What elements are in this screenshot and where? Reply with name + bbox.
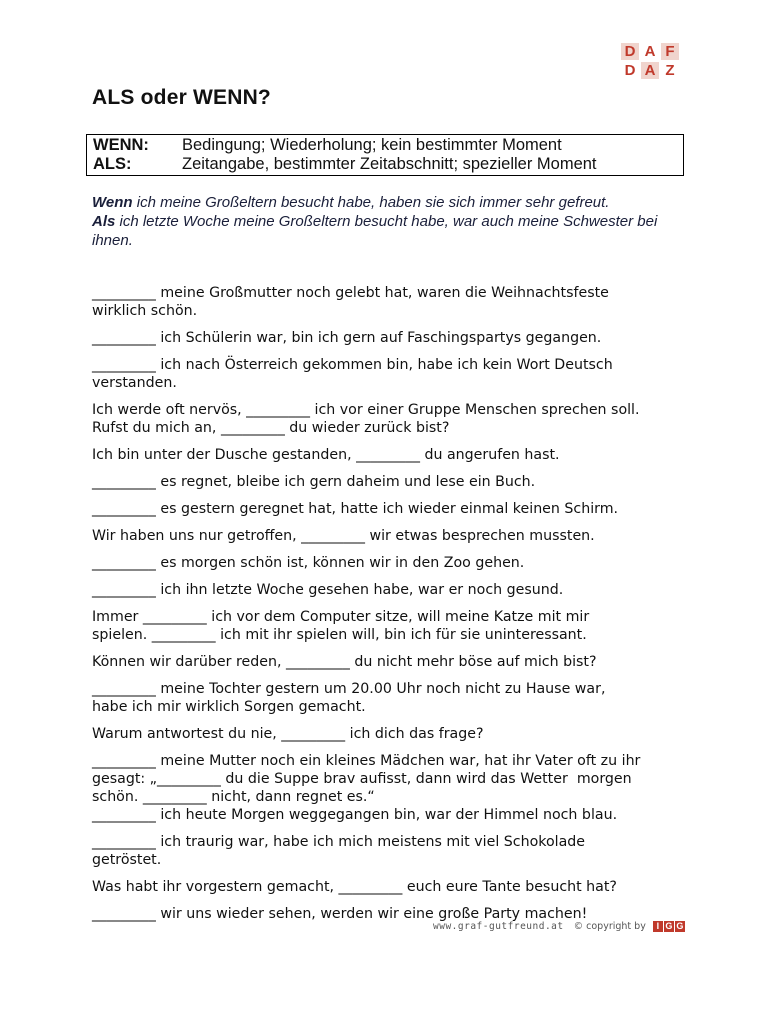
definition-row-als — [93, 155, 677, 174]
exercise-item: _________ wir uns wieder sehen, werden wir eine große Party machen! — [92, 906, 588, 922]
example-keyword: Als — [92, 213, 116, 230]
definition-term: WENN: — [93, 136, 149, 154]
exercise-item: _________ ich Schülerin war, bin ich gern auf Faschingspartys gegangen. — [92, 330, 602, 346]
exercise-list — [92, 284, 692, 932]
footer-url: www.graf-gutfreund.at — [433, 921, 564, 932]
dafdaz-logo — [621, 43, 679, 79]
example-text: ich meine Großeltern besucht habe, haben sie sich immer sehr gefreut. — [132, 194, 610, 211]
exercise-item: Ich bin unter der Dusche gestanden, _________ du angerufen hast. — [92, 447, 560, 463]
example-sentence-als — [92, 212, 692, 250]
logo-letter: D — [624, 62, 636, 79]
exercise-item: _________ meine Großmutter noch gelebt hat, waren die Weihnachtsfeste wirklich schön. — [92, 285, 609, 319]
exercise-item: _________ es gestern geregnet hat, hatte ich wieder einmal keinen Schirm. — [92, 501, 619, 517]
copyright-text: © copyright by — [573, 921, 646, 932]
exercise-item: Warum antwortest du nie, _________ ich dich das frage? — [92, 726, 484, 742]
igg-logo — [653, 921, 685, 932]
definition-text: Bedingung; Wiederholung; kein bestimmter Moment — [182, 136, 562, 154]
logo-letter: A — [641, 62, 659, 79]
exercise-item: Wir haben uns nur getroffen, _________ wir etwas besprechen mussten. — [92, 528, 595, 544]
igg-letter: G — [665, 921, 673, 931]
logo-letter: A — [644, 43, 656, 60]
definition-text: Zeitangabe, bestimmter Zeitabschnitt; spezieller Moment — [182, 155, 597, 173]
igg-letter: G — [676, 921, 684, 931]
exercise-item: Was habt ihr vorgestern gemacht, _________ euch eure Tante besucht hat? — [92, 879, 617, 895]
example-sentences — [92, 193, 692, 250]
footer-copyright — [574, 921, 685, 932]
definition-row-wenn — [93, 136, 677, 155]
logo-letter: D — [621, 43, 639, 60]
page-title: ALS oder WENN? — [92, 86, 271, 109]
exercise-item: Können wir darüber reden, _________ du nicht mehr böse auf mich bist? — [92, 654, 597, 670]
definition-term: ALS: — [93, 155, 132, 173]
exercise-item: Immer _________ ich vor dem Computer sitze, will meine Katze mit mir spielen. _________ ich mit ihr spielen will, bin ich für sie uninteressant. — [92, 609, 590, 643]
exercise-item: Ich werde oft nervös, _________ ich vor einer Gruppe Menschen sprechen soll. Rufst du mich an, _________ du wieder zurück bist? — [92, 402, 640, 436]
definition-box — [86, 134, 684, 176]
exercise-item: _________ es morgen schön ist, können wir in den Zoo gehen. — [92, 555, 525, 571]
footer — [433, 921, 685, 932]
exercise-item: _________ ich traurig war, habe ich mich meistens mit viel Schokolade getröstet. — [92, 834, 586, 868]
example-sentence-wenn — [92, 193, 692, 212]
example-text: ich letzte Woche meine Großeltern besucht habe, war auch meine Schwester bei ihnen. — [92, 213, 658, 249]
exercise-item: _________ ich ihn letzte Woche gesehen habe, war er noch gesund. — [92, 582, 564, 598]
exercise-item: _________ es regnet, bleibe ich gern daheim und lese ein Buch. — [92, 474, 536, 490]
example-keyword: Wenn — [92, 194, 133, 211]
exercise-item: _________ meine Mutter noch ein kleines Mädchen war, hat ihr Vater oft zu ihr gesagt: „_________ du die Suppe brav aufisst, dann wird das Wetter morgen schön. _________ nicht, dann regnet es.“ _________ ich heute Morgen weggegangen bin, war der Himmel noch blau. — [92, 753, 641, 823]
igg-letter: I — [653, 921, 663, 932]
logo-letter: Z — [665, 62, 675, 79]
logo-letter: F — [661, 43, 679, 60]
exercise-item: _________ ich nach Österreich gekommen bin, habe ich kein Wort Deutsch verstanden. — [92, 357, 613, 391]
exercise-item: _________ meine Tochter gestern um 20.00 Uhr noch nicht zu Hause war, habe ich mir wirklich Sorgen gemacht. — [92, 681, 606, 715]
